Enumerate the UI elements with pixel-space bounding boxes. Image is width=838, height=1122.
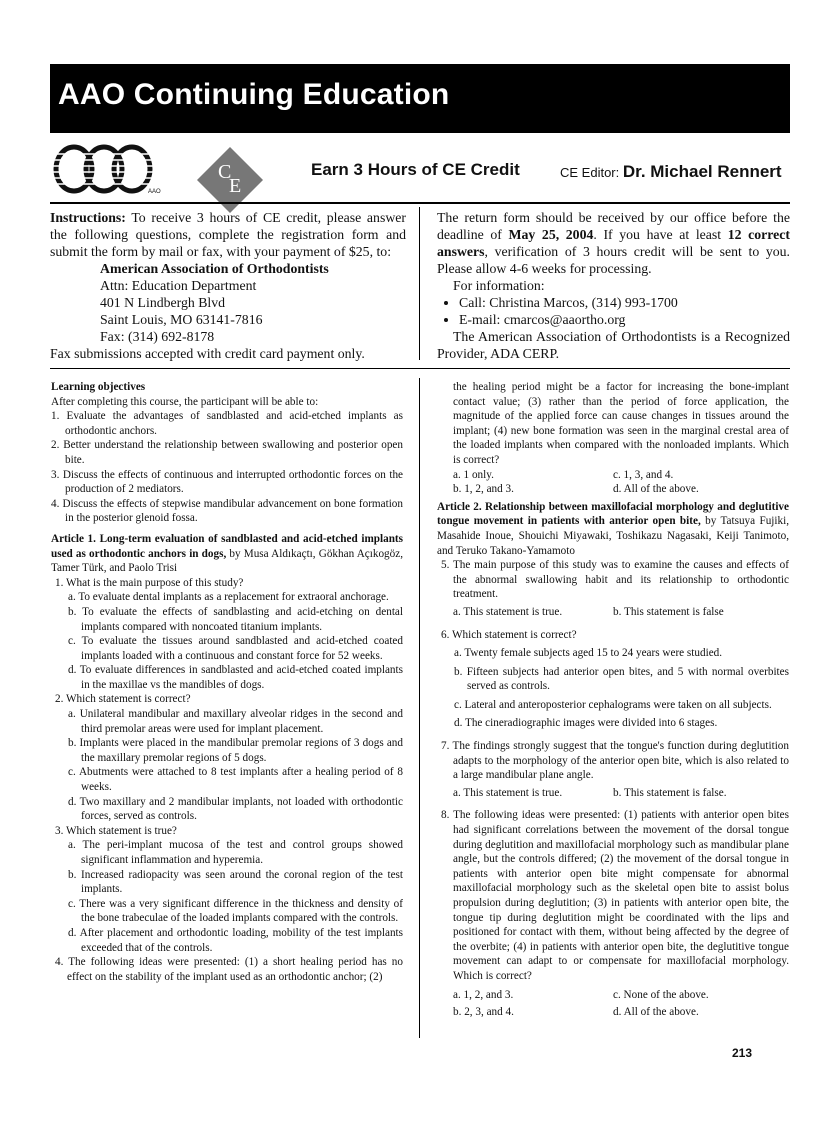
credit-heading: Earn 3 Hours of CE Credit <box>311 160 520 179</box>
question-6: 6. Which statement is correct? <box>441 628 577 641</box>
q6-option-b: b. Fifteen subjects had anterior open bites, and 5 with normal overbites served as controls. <box>454 665 789 693</box>
correct-answers: 12 correct answers <box>437 227 791 259</box>
article1-authors: by Musa Aldıkaçtı, Gökhan Açıkogöz, Tamer Türk, and Paolo Trisi <box>51 547 403 575</box>
question-4: 4. The following ideas were presented: (1) a short healing period has no effect on the stability of the implant used as an orthodontic anchor; (2) <box>55 956 403 983</box>
q2-option-d: d. Two maxillary and 2 mandibular implants, not loaded with orthodontic forces, served as controls. <box>68 795 403 823</box>
q1-option-b: b. To evaluate the effects of sandblasting and acid-etching on dental implants compared with noncoated titanium implants. <box>68 605 403 633</box>
q6-option-a: a. Twenty female subjects aged 15 to 24 years were studied. <box>454 647 723 660</box>
q7-option-a: a. This statement is true. <box>453 786 563 799</box>
q8-option-b: b. 2, 3, and 4. <box>453 1006 514 1019</box>
left-column <box>51 380 403 984</box>
address-org: American Association of Orthodontists <box>100 261 329 276</box>
return-text-1: The return form should be received by our office before the deadline of <box>437 210 790 242</box>
provider-note: The American Association of Orthodontists is a Recognized Provider, ADA CERP. <box>437 329 790 361</box>
q4-option-b: b. 1, 2, and 3. <box>453 483 514 496</box>
instructions-block <box>50 209 406 362</box>
editor-name: Dr. Michael Rennert <box>622 162 782 181</box>
q1-option-d: d. To evaluate differences in sandblasted and acid-etched coated implants in the maxillae vs the mandibles of dogs. <box>68 664 403 691</box>
question-1: 1. What is the main purpose of this study? <box>55 576 244 589</box>
header-banner <box>50 64 790 133</box>
editor-label: CE Editor: <box>560 165 620 180</box>
instructions-label: Instructions: <box>50 210 126 225</box>
article1-title: Article 1. Long-term evaluation of sandblasted and acid-etched implants used as orthodontic anchors in dogs, <box>51 532 403 560</box>
objectives-intro: After completing this course, the participant will be able to: <box>51 395 319 408</box>
q3-option-b: b. Increased radiopacity was seen around the coronal region of the test implants. <box>68 868 403 896</box>
article2-authors: by Tatsuya Fujiki, Masahide Inoue, Shouichi Miyawaki, Toshikazu Nagasaki, Keiji Tanimoto, and Teruko Takano-Yamamoto <box>437 515 790 557</box>
instructions-text: To receive 3 hours of CE credit, please answer the following questions, complete the registration form and submit the form by mail or fax, with your payment of $25, to: <box>50 210 407 259</box>
question-5: 5. The main purpose of this study was to examine the causes and effects of the abnormal swallowing habit and its relationship to orthodontic treatment. <box>441 559 789 601</box>
fax-note: Fax submissions accepted with credit card payment only. <box>50 346 365 361</box>
article1-heading <box>51 532 403 576</box>
deadline: May 25, 2004 <box>508 227 594 242</box>
contact-call: • Call: Christina Marcos, (314) 993-1700 <box>459 294 790 311</box>
aao-logo-icon <box>52 143 161 195</box>
q3-option-c: c. There was a very significant difference in the thickness and density of the bone trabeculae of the loaded implants compared with the controls. <box>68 897 403 925</box>
middle-rule <box>50 368 790 369</box>
q8-option-c: c. None of the above. <box>613 988 709 1001</box>
q8-option-a: a. 1, 2, and 3. <box>453 988 514 1001</box>
top-rule <box>50 202 790 204</box>
objective-item: 4. Discuss the effects of stepwise mandibular advancement on bone formation in the posterior glenoid fossa. <box>51 497 403 525</box>
article2-heading <box>437 500 789 558</box>
objective-item: 2. Better understand the relationship between swallowing and posterior open bite. <box>51 439 403 466</box>
q2-option-a: a. Unilateral mandibular and maxillary alveolar ridges in the second and third premolar areas were used for implant placement. <box>68 708 403 735</box>
q1-option-c: c. To evaluate the tissues around sandblasted and acid-etched coated implants loaded with a continuous and constant force for 52 weeks. <box>68 635 403 662</box>
question-4-continued: the healing period might be a factor for increasing the bone-implant contact value; (3) rather than the period of force application, the magnitude of the applied force can cause changes in tissues around the implant; (4) new bone formation was seen in the marginal crestal area of the loaded implants when compared with the nonloaded implants. Which is correct? <box>453 381 789 466</box>
return-text-3: , verification of 3 hours credit will be sent to you. Please allow 4-6 weeks for processing. <box>437 244 790 276</box>
ce-badge-e: E <box>229 175 242 197</box>
question-3: 3. Which statement is true? <box>55 824 177 837</box>
q5-option-b: b. This statement is false <box>613 605 724 618</box>
objectives-title: Learning objectives <box>51 381 146 393</box>
q7-option-b: b. This statement is false. <box>613 786 727 799</box>
address-city: Saint Louis, MO 63141-7816 <box>100 312 263 327</box>
column-divider-bottom <box>419 378 420 1038</box>
logo-text: AAO <box>148 189 161 195</box>
address-fax: Fax: (314) 692-8178 <box>100 329 215 344</box>
return-info-block <box>437 209 790 362</box>
q2-option-c: c. Abutments were attached to 8 test implants after a healing period of 8 weeks. <box>68 766 403 794</box>
ce-editor <box>560 162 782 182</box>
q4-option-c: c. 1, 3, and 4. <box>613 468 674 481</box>
address-attn: Attn: Education Department <box>100 278 257 293</box>
q2-option-b: b. Implants were placed in the mandibular premolar regions of 3 dogs and the maxillary premolar regions of 5 dogs. <box>68 737 403 764</box>
q8-option-d: d. All of the above. <box>613 1006 699 1019</box>
ce-badge-c: C <box>218 161 232 183</box>
q3-option-d: d. After placement and orthodontic loading, mobility of the test implants exceeded that of the controls. <box>68 926 403 954</box>
q5-option-a: a. This statement is true. <box>453 605 563 618</box>
article2-title: Article 2. Relationship between maxillofacial morphology and deglutitive tongue movement in patients with anterior open bite, <box>437 500 789 528</box>
q1-option-a: a. To evaluate dental implants as a replacement for extraoral anchorage. <box>68 591 389 604</box>
page-number: 213 <box>732 1046 753 1060</box>
objective-item: 3. Discuss the effects of continuous and interrupted orthodontic forces on the production of 2 mediators. <box>51 468 403 496</box>
q6-option-d: d. The cineradiographic images were divided into 6 stages. <box>454 717 718 730</box>
question-7: 7. The findings strongly suggest that the tongue's function during deglutition adapts to the morphology of the anterior open bite, which is also related to a large mandibular plane angle. <box>441 740 789 782</box>
q3-option-a: a. The peri-implant mucosa of the test and control groups showed significant inflammation and hyperemia. <box>68 839 403 866</box>
banner-title: AAO Continuing Education <box>58 78 450 111</box>
column-divider-top <box>419 207 420 360</box>
info-label: For information: <box>453 278 545 293</box>
q6-option-c: c. Lateral and anteroposterior cephalograms were taken on all subjects. <box>454 698 772 711</box>
objective-item: 1. Evaluate the advantages of sandblasted and acid-etched implants as orthodontic anchors. <box>51 410 403 437</box>
question-8: 8. The following ideas were presented: (1) patients with anterior open bites had significant correlations between the movement of the dorsal tongue during deglutition and maxillofacial morphology such as mandibular plane angle, but the controls differed; (2) the movement of the dorsal tongue in patients with anterior open bite might compensate for abnormal maxillofacial morphology such as the skeletal open bite to assist bolus propulsion during deglutition; (3) in patients with anterior open bite, the tongue tip during deglutition might be coordinated with the lips and positioned for contact with them, without being affected by the degree of the overbite; (4) in patients with anterior open bite, the deglutitive tongue movement can adapt to or compensate for maxillofacial morphology. Which is correct? <box>441 809 789 982</box>
q4-option-d: d. All of the above. <box>613 483 699 496</box>
contact-email: • E-mail: cmarcos@aaortho.org <box>459 311 790 328</box>
address-street: 401 N Lindbergh Blvd <box>100 295 226 310</box>
question-2: 2. Which statement is correct? <box>55 693 191 706</box>
q4-option-a: a. 1 only. <box>453 468 494 481</box>
right-column <box>437 380 789 1020</box>
return-text-2: . If you have at least <box>593 227 722 242</box>
